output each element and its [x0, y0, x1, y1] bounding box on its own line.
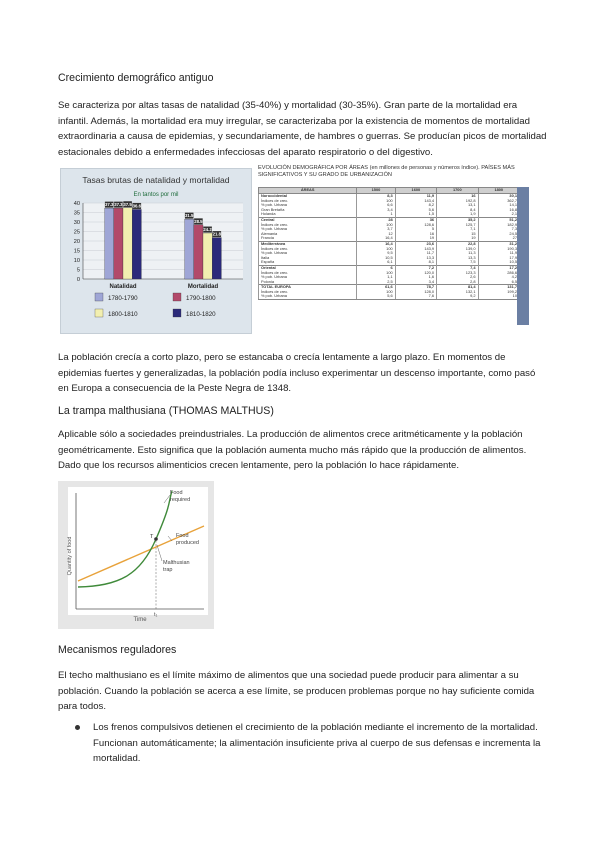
table-cell: 23,6 — [395, 241, 436, 246]
trap-label-2: trap — [163, 567, 173, 573]
table-cell: Francia — [259, 236, 357, 241]
table-cell: Gran Bretaña — [259, 208, 357, 213]
table-header-0: ÁREAS — [259, 188, 357, 194]
table-cell: 30,1 — [478, 194, 519, 199]
table-cell: 10,5 — [357, 256, 395, 261]
bar-natalidad-1780-1790 — [105, 208, 114, 279]
table-cell: Alemania — [259, 232, 357, 237]
y-tick-label: 40 — [73, 201, 80, 207]
table-cell: 16,4 — [357, 236, 395, 241]
table-cell: 36 — [395, 217, 436, 222]
table-cell: 16 — [437, 194, 478, 199]
table-cell: 27 — [478, 236, 519, 241]
paragraph-techo-malthusiano: El techo malthusiano es el límite máximo de alimentos que una sociedad puede producir para alimentar a su población. Cuando la población se acerca a ese límite, se producen problemas porque no hay suficiente comida para todos. — [58, 670, 535, 712]
table-cell: 139,0 — [437, 247, 478, 252]
table-cell: 2,8 — [437, 280, 478, 285]
table-cell: Noroccidental — [259, 194, 357, 199]
table-row — [259, 294, 520, 299]
table-cell: 10,5 — [478, 260, 519, 265]
data-label: 31.5 — [185, 213, 194, 219]
table-cell: 13,1 — [437, 203, 478, 208]
paragraph-crecimiento: Se caracteriza por altas tasas de natalidad (35-40%) y mortalidad (30-35%). Gran parte de la mortalidad era infantil. Además, la mortalidad era muy irregular, se caracterizaba por la existencia de momentos de mortalidad extraordinaria a causa de epidemias, y secundariamente, de hambres o guerras. Se producían picos de mortalidad estacionales debido a enfermedades infecciosas del aparato respiratorio o del digestivo. — [58, 100, 547, 158]
table-cell: Central — [259, 217, 357, 222]
table-cell: 15 — [437, 232, 478, 237]
evolucion-demografica-table-image — [254, 161, 532, 331]
graph-plot-area — [68, 487, 208, 615]
table-cell: 17,2 — [478, 265, 519, 270]
food-produced-label-1: Food — [176, 533, 189, 539]
y-tick-label: 15 — [73, 248, 80, 255]
x-axis-label: Time — [133, 617, 147, 623]
table-cell: Índices de crec. — [259, 199, 357, 204]
legend-swatch — [95, 309, 103, 317]
paragraph-malthus: Aplicable sólo a sociedades preindustriales. La producción de alimentos crece aritméticamente y la población geométricamente. Esto significa que la población aumenta mucho más rápido que la producción de alimentos. Dado que los recursos alimenticios crecen lentamente, pero la población lo hace rápidamente. — [58, 429, 527, 471]
table-cell: 9,5 — [357, 251, 395, 256]
table-cell: 182,9 — [478, 223, 519, 228]
table-cell: España — [259, 260, 357, 265]
table-cell: Oriental — [259, 265, 357, 270]
table-cell: 7,2 — [395, 265, 436, 270]
table-cell: 7,6 — [395, 294, 436, 299]
table-title: EVOLUCIÓN DEMOGRÁFICA POR ÁREAS (en millones de personas y números índice). PAÍSES MÁS SIGNIFICATIVOS Y SU GRADO DE URBANIZACIÓN — [258, 165, 515, 178]
table-cell: 78,7 — [395, 285, 436, 290]
table-cell: 100 — [357, 247, 395, 252]
table-cell: 6,5 — [478, 280, 519, 285]
table-cell: 10 — [478, 294, 519, 299]
chart-title: Tasas brutas de natalidad y mortalidad — [82, 175, 230, 185]
table-cell: 1 — [357, 212, 395, 217]
table-cell: 199,2 — [478, 290, 519, 295]
table-cell: 6 — [357, 265, 395, 270]
data-label: 37.3 — [114, 202, 123, 208]
table-cell: % pob. Urbana — [259, 294, 357, 299]
bar-mortalidad-1790-1800 — [194, 225, 203, 279]
table-cell: 3,4 — [395, 280, 436, 285]
table-cell: 6,1 — [357, 260, 395, 265]
table-cell: 3,7 — [357, 227, 395, 232]
table-cell: 28 — [357, 217, 395, 222]
data-label: 36.6 — [132, 203, 141, 209]
table-cell: 1,5 — [395, 212, 436, 217]
table-cell: 125,7 — [437, 223, 478, 228]
y-tick-label: 0 — [76, 277, 80, 283]
y-tick-label: 25 — [73, 229, 80, 236]
y-tick-label: 5 — [76, 267, 80, 274]
trap-label-1: Malthusian — [163, 560, 190, 566]
heading-trampa-malthusiana: La trampa malthusiana (THOMAS MALTHUS) — [58, 405, 274, 417]
x-tick-label: Natalidad — [109, 284, 137, 290]
table-cell: 11,9 — [395, 194, 436, 199]
table-cell: 100 — [357, 290, 395, 295]
table-cell: 8,4 — [437, 208, 478, 213]
table-cell: TOTAL EUROPA — [259, 285, 357, 290]
table-cell: 1,6 — [395, 275, 436, 280]
data-label: 37.5 — [123, 201, 132, 207]
bar-mortalidad-1800-1810 — [203, 233, 212, 279]
table-cell: 190,3 — [478, 247, 519, 252]
table-cell: 12 — [357, 232, 395, 237]
table-cell: 1,1 — [357, 275, 395, 280]
table-cell: Índices de crec. — [259, 223, 357, 228]
paragraph-poblacion: La población crecía a corto plazo, pero se estancaba o crecía lentamente a largo plazo. En momentos de epidemias fuertes y generalizadas, la población podía incluso experimentar un descenso importante, como pasó en Europa a consecuencia de la Peste Negra de 1348. — [58, 352, 536, 394]
table-cell: 61,6 — [357, 285, 395, 290]
table-cell: 7,3 — [478, 227, 519, 232]
y-axis-label: Quantity of food — [67, 536, 73, 576]
table-cell: 286,6 — [478, 271, 519, 276]
malthus-svg — [58, 481, 214, 629]
table-cell: 5,6 — [357, 294, 395, 299]
table-cell: 2,6 — [437, 275, 478, 280]
data-label: 37.3 — [105, 202, 114, 208]
table-cell: 8,1 — [395, 260, 436, 265]
table-cell: 1,9 — [437, 212, 478, 217]
table-cell: 143,4 — [395, 199, 436, 204]
table-cell: 9,2 — [437, 294, 478, 299]
table-cell: 14,1 — [478, 203, 519, 208]
y-tick-label: 35 — [73, 210, 80, 217]
table-cell: 100 — [357, 223, 395, 228]
legend-swatch — [95, 293, 103, 301]
table-cell: 128,0 — [395, 290, 436, 295]
table-cell: 7,1 — [437, 227, 478, 232]
bar-chart-svg — [61, 169, 251, 333]
legend-swatch — [173, 293, 181, 301]
table-cell: 16 — [395, 232, 436, 237]
table-cell: % pob. Urbana — [259, 251, 357, 256]
table-header-1: 1500 — [357, 188, 395, 194]
table-cell: 131,7 — [478, 285, 519, 290]
table-cell: 13,3 — [437, 256, 478, 261]
table-cell: 24,5 — [478, 232, 519, 237]
heading-crecimiento: Crecimiento demográfico antiguo — [58, 72, 214, 84]
table-cell: 143,9 — [395, 247, 436, 252]
bar-mortalidad-1810-1820 — [212, 238, 221, 279]
table-cell: 35,2 — [437, 217, 478, 222]
table-cell: 3,4 — [357, 208, 395, 213]
table-cell: 17,9 — [478, 256, 519, 261]
table-cell: 362,7 — [478, 199, 519, 204]
table-cell: 11,7 — [395, 251, 436, 256]
table-cell: 120,0 — [395, 271, 436, 276]
bar-natalidad-1790-1800 — [114, 208, 123, 279]
table-cell: 16,4 — [357, 241, 395, 246]
table-cell: 192,8 — [437, 199, 478, 204]
table-cell: % pob. Urbana — [259, 275, 357, 280]
food-produced-label-2: produced — [176, 540, 199, 546]
legend-label: 1810-1820 — [186, 311, 216, 318]
trap-point — [154, 537, 158, 541]
table-cell: 7,5 — [437, 260, 478, 265]
legend-label: 1800-1810 — [108, 311, 138, 318]
bullet-frenos-compulsivos: Los frenos compulsivos detienen el crecimiento de la población mediante el incremento de la mortalidad. Funcionan automáticamente; la alimentación insuficiente priva al cuerpo de sus defensas e incrementa la mortalidad. — [93, 722, 541, 764]
data-label: 21.8 — [212, 231, 221, 237]
t-point-label: T — [150, 534, 154, 540]
table-cell: 100 — [357, 271, 395, 276]
table-cell: 11,9 — [478, 251, 519, 256]
table-header-4: 1800 — [478, 188, 519, 194]
table-cell: Mediterránea — [259, 241, 357, 246]
bar-natalidad-1810-1820 — [132, 209, 141, 279]
table-header-2: 1600 — [395, 188, 436, 194]
table-cell: 13,3 — [395, 256, 436, 261]
x-tick-label: Mortalidad — [187, 284, 219, 290]
table-cell: 5,6 — [395, 208, 436, 213]
y-tick-label: 30 — [73, 220, 80, 226]
table-cell: Italia — [259, 256, 357, 261]
table-cell: 7,4 — [437, 265, 478, 270]
table-cell: 19 — [395, 236, 436, 241]
table-cell: 51,2 — [478, 217, 519, 222]
food-required-label-2: required — [170, 497, 191, 503]
food-required-label-1: Food — [170, 490, 183, 496]
table-cell: Holanda — [259, 212, 357, 217]
table-cell: 8,3 — [357, 194, 395, 199]
table-cell: 22,8 — [437, 241, 478, 246]
table-cell: 31,2 — [478, 241, 519, 246]
table-cell: 4,2 — [478, 275, 519, 280]
table-cell: 6,6 — [357, 203, 395, 208]
chart-subtitle: En tantos por mil — [133, 192, 179, 198]
table-cell: 16,8 — [478, 208, 519, 213]
data-label: 24.2 — [203, 227, 212, 233]
bar-natalidad-1800-1810 — [123, 208, 132, 279]
table-cell: 2,1 — [478, 212, 519, 217]
table-cell: 11,3 — [437, 251, 478, 256]
natalidad-mortalidad-chart — [60, 168, 252, 334]
legend-label: 1780-1790 — [108, 295, 138, 302]
table-cell: 2,5 — [357, 280, 395, 285]
table-header-3: 1700 — [437, 188, 478, 194]
legend-label: 1790-1800 — [186, 295, 216, 302]
table-cell: 81,4 — [437, 285, 478, 290]
table-cell: % pob. Urbana — [259, 203, 357, 208]
bar-mortalidad-1780-1790 — [185, 219, 194, 279]
y-tick-label: 20 — [73, 239, 80, 245]
data-label: 28.5 — [194, 218, 203, 224]
y-tick-label: 10 — [73, 258, 80, 264]
table-cell: Índices de crec. — [259, 247, 357, 252]
malthusian-trap-graph — [58, 481, 214, 629]
table-cell: 132,1 — [437, 290, 478, 295]
table-cell: 19 — [437, 236, 478, 241]
table-cell: Índices de crec. — [259, 290, 357, 295]
table-cell: 100 — [357, 199, 395, 204]
table-cell: Índices de crec. — [259, 271, 357, 276]
bullet-icon — [75, 725, 80, 730]
table-cell: 123,3 — [437, 271, 478, 276]
table-cell: % pob. Urbana — [259, 227, 357, 232]
table-cell: 8,2 — [395, 203, 436, 208]
table-cell: 128,6 — [395, 223, 436, 228]
table-cell: 5 — [395, 227, 436, 232]
evolucion-table — [258, 187, 520, 300]
heading-mecanismos: Mecanismos reguladores — [58, 644, 177, 656]
table-cell: Polonia — [259, 280, 357, 285]
table-side-border — [517, 187, 529, 325]
t1-label: t₁ — [154, 612, 158, 618]
legend-swatch — [173, 309, 181, 317]
